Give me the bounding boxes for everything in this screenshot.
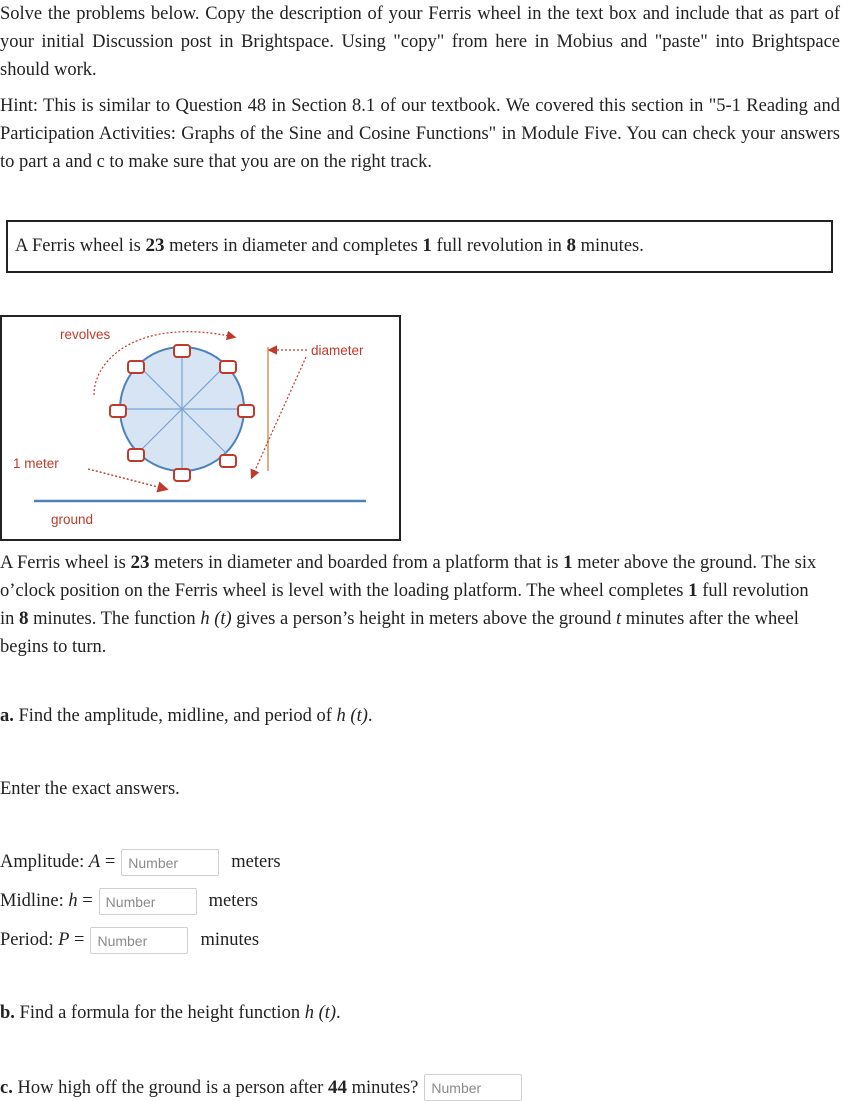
midline-input[interactable]	[99, 888, 197, 915]
hint-text: Hint: This is similar to Question 48 in Section 8.1 of our textbook. We covered this section in "5-1 Reading and Participation Activities: Graphs of the Sine and Cosine Functions" in Module Five. You can check your answers to part a and c to make sure that you are on the right track.	[0, 96, 840, 172]
instructions-text: Solve the problems below. Copy the description of your Ferris wheel in the text box and include that as part of your initial Discussion post in Brightspace. Using "copy" from here in Mobius and "paste" into Brightspace should work.	[0, 4, 840, 80]
diameter-arrow-bottom	[252, 357, 306, 477]
midline-unit: meters	[208, 891, 258, 911]
amplitude-unit: meters	[231, 852, 281, 872]
amplitude-label: Amplitude: A =	[0, 852, 116, 872]
period-input[interactable]	[90, 927, 188, 954]
part-b-question: b. Find a formula for the height function h (t).	[0, 1003, 341, 1023]
period-label: Period: P =	[0, 930, 85, 950]
amplitude-input[interactable]	[121, 849, 219, 876]
description-text: A Ferris wheel is 23 meters in diameter and completes 1 full revolution in 8 minutes.	[15, 235, 644, 256]
label-diameter: diameter	[311, 343, 364, 358]
hint-paragraph	[0, 92, 840, 176]
label-revolves: revolves	[60, 327, 111, 342]
period-row	[0, 927, 259, 954]
period-unit: minutes	[200, 930, 260, 950]
instructions-paragraph	[0, 0, 840, 84]
one-meter-arrow	[88, 469, 166, 489]
ferris-wheel-diagram	[0, 315, 401, 541]
description-text-box[interactable]	[6, 220, 833, 273]
problem-statement: A Ferris wheel is 23 meters in diameter and boarded from a platform that is 1 meter above the ground. The six o’clock position on the Ferris wheel is level with the loading platform. The wheel completes 1 full revolution in 8 minutes. The function h (t) gives a person’s height in meters above the ground t minutes after the wheel begins to turn.	[0, 552, 817, 657]
part-c-input[interactable]	[424, 1074, 522, 1101]
midline-row	[0, 888, 258, 915]
amplitude-row	[0, 849, 281, 876]
enter-exact-note: Enter the exact answers.	[0, 779, 180, 799]
part-c-question: c. How high off the ground is a person after 44 minutes?Number	[0, 1074, 522, 1101]
label-ground: ground	[51, 512, 94, 527]
midline-label: Midline: h =	[0, 891, 93, 911]
part-a-question: a. Find the amplitude, midline, and period of h (t).	[0, 706, 373, 726]
label-one-meter: 1 meter	[13, 456, 59, 471]
